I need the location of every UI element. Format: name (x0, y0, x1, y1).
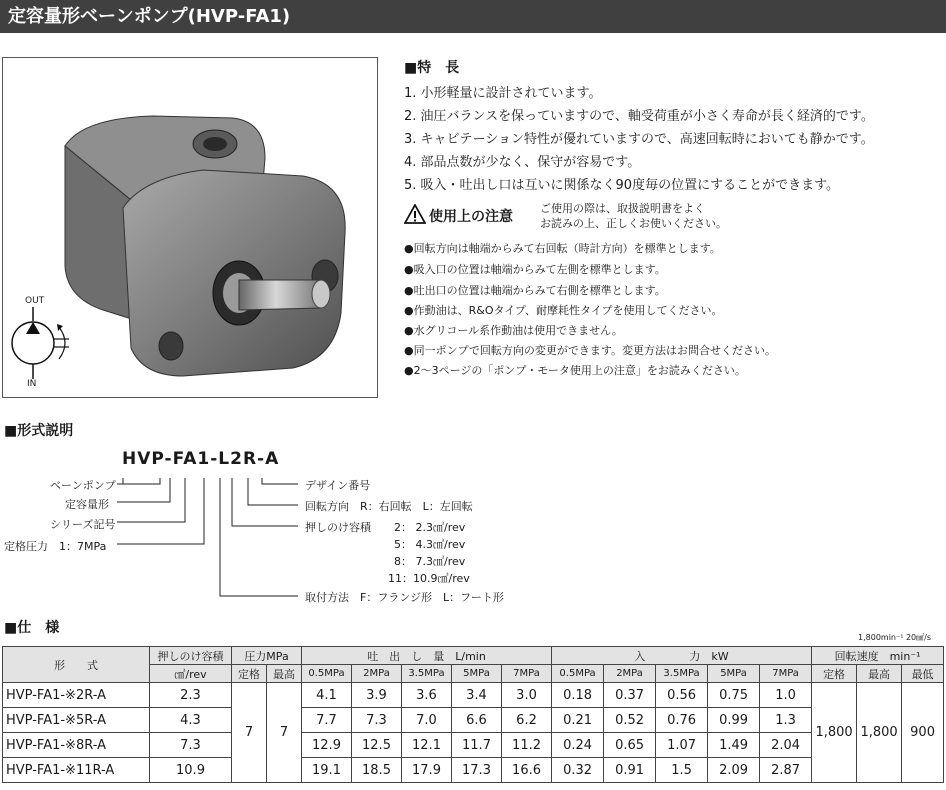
header-flow-pressure: 5MPa (452, 665, 502, 683)
cell-displacement: 10.9 (150, 758, 232, 783)
cell-flow: 17.9 (402, 758, 452, 783)
displacement-option: 2： 2.3㎤/rev (394, 521, 466, 534)
code-label-fixed-displacement: 定容量形 (65, 498, 109, 511)
header-power-pressure: 0.5MPa (552, 665, 604, 683)
table-row (3, 758, 944, 783)
code-label-design: デザイン番号 (305, 479, 371, 492)
cell-flow: 6.2 (502, 708, 552, 733)
cell-power: 1.5 (656, 758, 708, 783)
cell-flow: 11.7 (452, 733, 502, 758)
code-label-rated-pressure: 定格圧力 1：7MPa (4, 540, 107, 553)
cell-flow: 3.6 (402, 683, 452, 708)
table-row (3, 683, 944, 708)
cell-flow: 17.3 (452, 758, 502, 783)
code-label-mounting: 取付方法 F：フランジ形 L：フート形 (305, 591, 504, 604)
code-label-rotation: 回転方向 R：右回転 L：左回転 (305, 500, 473, 513)
code-label-displacement: 押しのけ容積 (305, 521, 371, 534)
caution-item: ●同一ポンプで回転方向の変更ができます。変更方法はお問合せください。 (404, 344, 777, 357)
header-displacement: 押しのけ容積 (150, 647, 232, 665)
caution-item: ●作動油は、R&Oタイプ、耐摩耗性タイプを使用してください。 (404, 304, 723, 317)
cell-flow: 3.4 (452, 683, 502, 708)
header-flow: 吐 出 し 量 L/min (302, 647, 552, 665)
feature-item: 5. 吸入・吐出し口は互いに関係なく90度毎の位置にすることができます。 (404, 178, 840, 193)
caution-item: ●水グリコール系作動油は使用できません。 (404, 324, 623, 337)
cell-flow: 7.0 (402, 708, 452, 733)
model-code-leader-lines (0, 470, 320, 600)
cell-power: 0.99 (708, 708, 760, 733)
caution-item: ●2〜3ページの「ポンプ・モータ使用上の注意」をお読みください。 (404, 364, 746, 377)
cell-model: HVP-FA1-※11R-A (3, 758, 150, 783)
cell-power: 1.0 (760, 683, 812, 708)
header-pressure-rated: 定格 (232, 665, 267, 683)
page-title: 定容量形ベーンポンプ(HVP-FA1) (0, 0, 946, 33)
feature-item: 4. 部品点数が少なく、保守が容易です。 (404, 155, 641, 170)
cell-displacement: 4.3 (150, 708, 232, 733)
code-label-series: シリーズ記号 (50, 518, 116, 531)
cell-power: 1.3 (760, 708, 812, 733)
cell-flow: 4.1 (302, 683, 352, 708)
spec-heading: ■仕 様 (4, 620, 60, 636)
cell-speed-min: 900 (902, 683, 944, 783)
cell-pressure-rated: 7 (232, 683, 267, 783)
cell-power: 0.32 (552, 758, 604, 783)
symbol-out-label: OUT (25, 296, 45, 306)
caution-item: ●吐出口の位置は軸端からみて右側を標準とします。 (404, 284, 666, 297)
header-displacement-unit: ㎤/rev (150, 665, 232, 683)
table-row (3, 708, 944, 733)
cell-model: HVP-FA1-※5R-A (3, 708, 150, 733)
cell-power: 0.18 (552, 683, 604, 708)
cell-power: 0.56 (656, 683, 708, 708)
cell-displacement: 7.3 (150, 733, 232, 758)
cell-power: 1.49 (708, 733, 760, 758)
caution-item: ●吸入口の位置は軸端からみて左側を標準とします。 (404, 263, 666, 276)
table-row (3, 733, 944, 758)
cell-power: 1.07 (656, 733, 708, 758)
model-code-heading: ■形式説明 (4, 423, 74, 439)
cell-flow: 3.9 (352, 683, 402, 708)
cell-power: 0.52 (604, 708, 656, 733)
header-speed-rated: 定格 (812, 665, 857, 683)
caution-note: お読みの上、正しくお使いください。 (540, 217, 727, 230)
cell-power: 0.76 (656, 708, 708, 733)
header-power: 入 力 kW (552, 647, 812, 665)
cell-power: 0.65 (604, 733, 656, 758)
feature-item: 3. キャビテーション特性が優れていますので、高速回転時においても静かです。 (404, 132, 874, 147)
code-label-vane-pump: ベーンポンプ (50, 479, 116, 492)
header-flow-pressure: 2MPa (352, 665, 402, 683)
cell-flow: 18.5 (352, 758, 402, 783)
header-power-pressure: 7MPa (760, 665, 812, 683)
cell-power: 0.21 (552, 708, 604, 733)
header-speed-min: 最低 (902, 665, 944, 683)
feature-item: 2. 油圧バランスを保っていますので、軸受荷重が小さく寿命が長く経済的です。 (404, 109, 874, 124)
feature-item: 1. 小形軽量に設計されています。 (404, 86, 602, 101)
cell-power: 0.37 (604, 683, 656, 708)
cell-displacement: 2.3 (150, 683, 232, 708)
cell-power: 0.91 (604, 758, 656, 783)
cell-power: 2.87 (760, 758, 812, 783)
header-model: 形 式 (3, 647, 150, 683)
cell-speed-rated: 1,800 (812, 683, 857, 783)
cell-flow: 7.7 (302, 708, 352, 733)
caution-note: ご使用の際は、取扱説明書をよく (540, 202, 705, 215)
header-pressure: 圧力MPa (232, 647, 302, 665)
header-speed-max: 最高 (857, 665, 902, 683)
model-code: HVP-FA1-L2R-A (122, 449, 280, 469)
cell-speed-max: 1,800 (857, 683, 902, 783)
header-power-pressure: 3.5MPa (656, 665, 708, 683)
cell-power: 2.04 (760, 733, 812, 758)
header-speed: 回転速度 min⁻¹ (812, 647, 944, 665)
cell-power: 0.75 (708, 683, 760, 708)
cell-flow: 19.1 (302, 758, 352, 783)
displacement-option: 5： 4.3㎤/rev (394, 538, 466, 551)
header-flow-pressure: 0.5MPa (302, 665, 352, 683)
header-power-pressure: 2MPa (604, 665, 656, 683)
cell-flow: 16.6 (502, 758, 552, 783)
spec-note: 1,800min⁻¹ 20㎟/s (858, 633, 932, 642)
spec-table (2, 646, 944, 783)
hydraulic-pump-symbol (11, 293, 79, 393)
cell-flow: 12.5 (352, 733, 402, 758)
caution-item: ●回転方向は軸端からみて右回転（時計方向）を標準とします。 (404, 242, 721, 255)
cell-flow: 12.1 (402, 733, 452, 758)
cell-pressure-max: 7 (267, 683, 302, 783)
cell-power: 2.09 (708, 758, 760, 783)
cell-flow: 11.2 (502, 733, 552, 758)
cell-flow: 12.9 (302, 733, 352, 758)
caution-heading: 使用上の注意 (429, 209, 513, 225)
header-flow-pressure: 7MPa (502, 665, 552, 683)
displacement-option: 11：10.9㎤/rev (388, 572, 470, 585)
cell-power: 0.24 (552, 733, 604, 758)
cell-model: HVP-FA1-※8R-A (3, 733, 150, 758)
header-pressure-max: 最高 (267, 665, 302, 683)
warning-icon (404, 204, 426, 224)
header-power-pressure: 5MPa (708, 665, 760, 683)
symbol-in-label: IN (27, 379, 37, 389)
cell-flow: 7.3 (352, 708, 402, 733)
displacement-option: 8： 7.3㎤/rev (394, 555, 466, 568)
cell-model: HVP-FA1-※2R-A (3, 683, 150, 708)
cell-flow: 6.6 (452, 708, 502, 733)
cell-flow: 3.0 (502, 683, 552, 708)
product-photo-frame (2, 57, 378, 398)
features-heading: ■特 長 (404, 60, 460, 76)
header-flow-pressure: 3.5MPa (402, 665, 452, 683)
